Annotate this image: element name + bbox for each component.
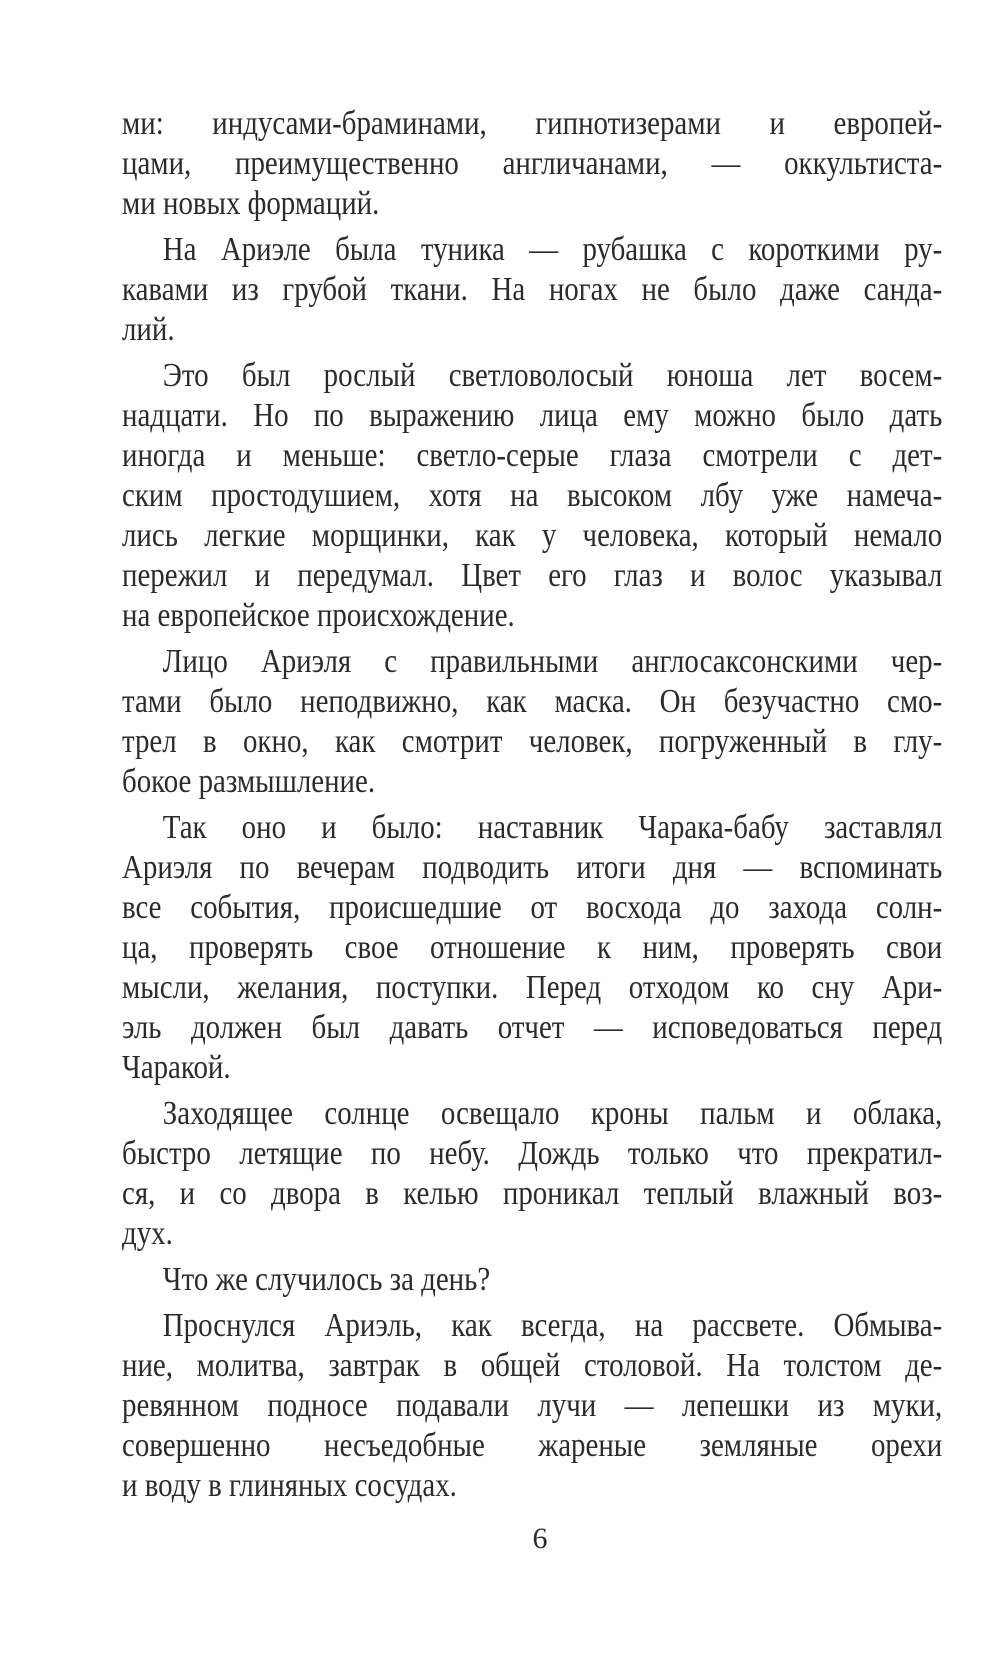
text-line: и воду в глиняных сосудах.: [122, 1467, 457, 1504]
text-line: трел в окно, как смотрит человек, погруженный в глу-: [122, 723, 943, 760]
text-line: Лицо Ариэля с правильными англосаксонскими чер-: [162, 643, 943, 680]
page-number: 6: [532, 1522, 548, 1555]
text-line: лий.: [122, 311, 175, 348]
text-line: ми новых формаций.: [122, 185, 380, 222]
text-line: совершенно несъедобные жареные земляные орехи: [122, 1427, 943, 1464]
text-line: тами было неподвижно, как маска. Он безучастно смо-: [122, 683, 943, 720]
text-line: цами, преимущественно англичанами, — оккультиста-: [122, 145, 943, 182]
text-line: Так оно и было: наставник Чарака-бабу заставлял: [162, 809, 943, 846]
paragraph: [122, 1306, 942, 1506]
paragraph: [122, 356, 942, 636]
text-line: ми: индусами-браминами, гипнотизерами и европей-: [122, 105, 943, 142]
paragraph: [122, 1094, 942, 1254]
text-line: Заходящее солнце освещало кроны пальм и облака,: [162, 1095, 943, 1132]
text-line: пережил и передумал. Цвет его глаз и волос указывал: [122, 557, 943, 594]
paragraph: [122, 104, 942, 224]
paragraph: [122, 230, 942, 350]
text-line: кавами из грубой ткани. На ногах не было даже санда-: [122, 271, 943, 308]
text-line: бокое размышление.: [122, 763, 376, 800]
text-line: На Ариэле была туника — рубашка с короткими ру-: [162, 231, 943, 268]
text-line: надцати. Но по выражению лица ему можно было дать: [122, 397, 943, 434]
text-line: на европейское происхождение.: [122, 597, 515, 634]
paragraph: [122, 642, 942, 802]
text-line: Ариэля по вечерам подводить итоги дня — вспоминать: [122, 849, 943, 886]
text-line: Что же случилось за день?: [162, 1261, 491, 1298]
text-line: ским простодушием, хотя на высоком лбу уже намеча-: [122, 477, 943, 514]
paragraph: [122, 1260, 942, 1300]
text-line: ца, проверять свое отношение к ним, проверять свои: [122, 929, 943, 966]
text-line: быстро летящие по небу. Дождь только что прекратил-: [122, 1135, 943, 1172]
page-body-text: [122, 104, 942, 1506]
text-line: мысли, желания, поступки. Перед отходом ко сну Ари-: [122, 969, 943, 1006]
text-line: Проснулся Ариэль, как всегда, на рассвете. Обмыва-: [162, 1307, 943, 1344]
text-line: лись легкие морщинки, как у человека, который немало: [122, 517, 943, 554]
text-line: Чаракой.: [122, 1049, 231, 1086]
text-line: ся, и со двора в келью проникал теплый влажный воз-: [122, 1175, 943, 1212]
text-line: иногда и меньше: светло-серые глаза смотрели с дет-: [122, 437, 943, 474]
text-line: все события, происшедшие от восхода до захода солн-: [122, 889, 943, 926]
paragraph: [122, 808, 942, 1088]
text-line: эль должен был давать отчет — исповедоваться перед: [122, 1009, 943, 1046]
text-line: Это был рослый светловолосый юноша лет восем-: [162, 357, 943, 394]
text-line: ревянном подносе подавали лучи — лепешки из муки,: [122, 1387, 943, 1424]
text-line: дух.: [122, 1215, 173, 1252]
text-line: ние, молитва, завтрак в общей столовой. На толстом де-: [122, 1347, 943, 1384]
